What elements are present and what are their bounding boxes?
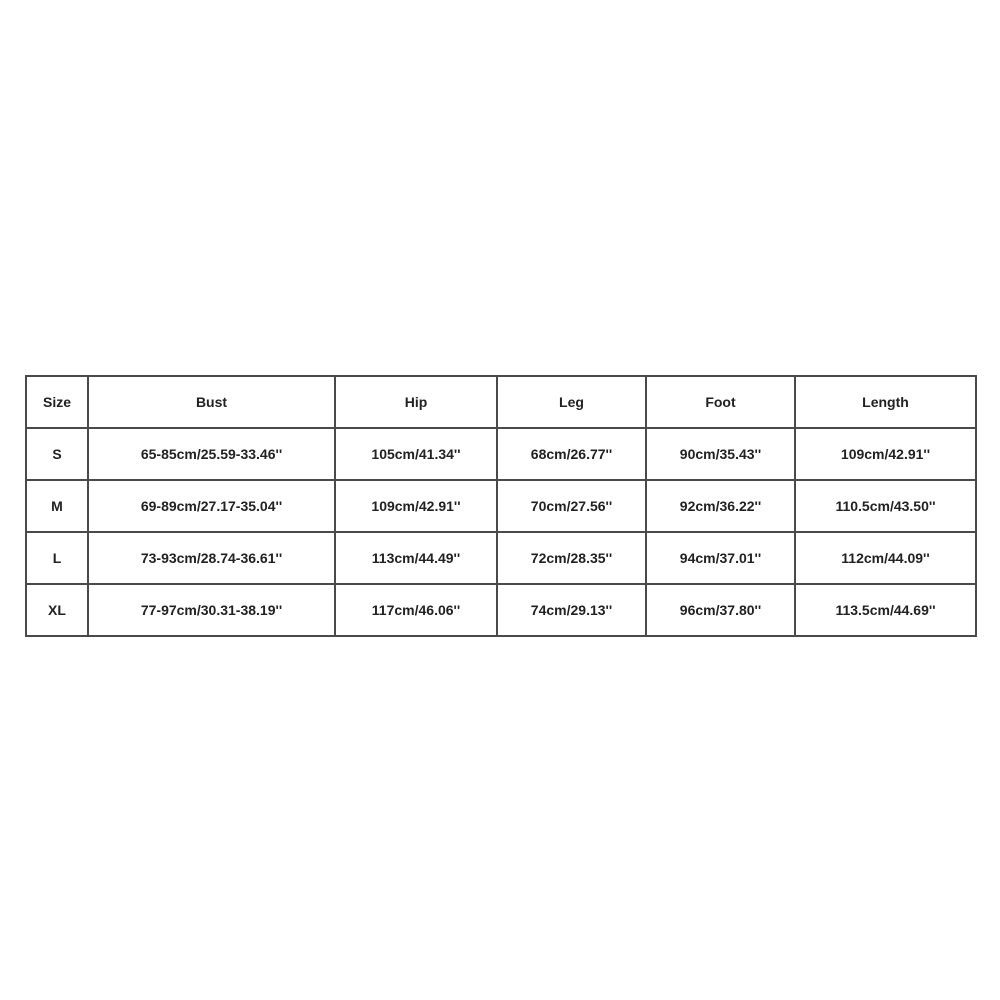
size-cell: XL [26, 584, 88, 636]
bust-cell: 77-97cm/30.31-38.19'' [88, 584, 335, 636]
table-row [26, 480, 976, 532]
size-cell: L [26, 532, 88, 584]
header-length: Length [795, 376, 976, 428]
hip-cell: 113cm/44.49'' [335, 532, 497, 584]
leg-cell: 74cm/29.13'' [497, 584, 646, 636]
hip-cell: 105cm/41.34'' [335, 428, 497, 480]
foot-cell: 92cm/36.22'' [646, 480, 795, 532]
hip-cell: 117cm/46.06'' [335, 584, 497, 636]
header-hip: Hip [335, 376, 497, 428]
size-chart-table [25, 375, 977, 637]
header-foot: Foot [646, 376, 795, 428]
leg-cell: 72cm/28.35'' [497, 532, 646, 584]
leg-cell: 68cm/26.77'' [497, 428, 646, 480]
foot-cell: 96cm/37.80'' [646, 584, 795, 636]
header-bust: Bust [88, 376, 335, 428]
table-row [26, 532, 976, 584]
table-row [26, 584, 976, 636]
header-row [26, 376, 976, 428]
bust-cell: 73-93cm/28.74-36.61'' [88, 532, 335, 584]
table-row [26, 428, 976, 480]
size-cell: M [26, 480, 88, 532]
size-chart-header [26, 376, 976, 428]
length-cell: 110.5cm/43.50'' [795, 480, 976, 532]
bust-cell: 65-85cm/25.59-33.46'' [88, 428, 335, 480]
length-cell: 113.5cm/44.69'' [795, 584, 976, 636]
hip-cell: 109cm/42.91'' [335, 480, 497, 532]
foot-cell: 90cm/35.43'' [646, 428, 795, 480]
header-size: Size [26, 376, 88, 428]
leg-cell: 70cm/27.56'' [497, 480, 646, 532]
length-cell: 112cm/44.09'' [795, 532, 976, 584]
foot-cell: 94cm/37.01'' [646, 532, 795, 584]
bust-cell: 69-89cm/27.17-35.04'' [88, 480, 335, 532]
size-chart-body [26, 428, 976, 636]
size-cell: S [26, 428, 88, 480]
header-leg: Leg [497, 376, 646, 428]
length-cell: 109cm/42.91'' [795, 428, 976, 480]
